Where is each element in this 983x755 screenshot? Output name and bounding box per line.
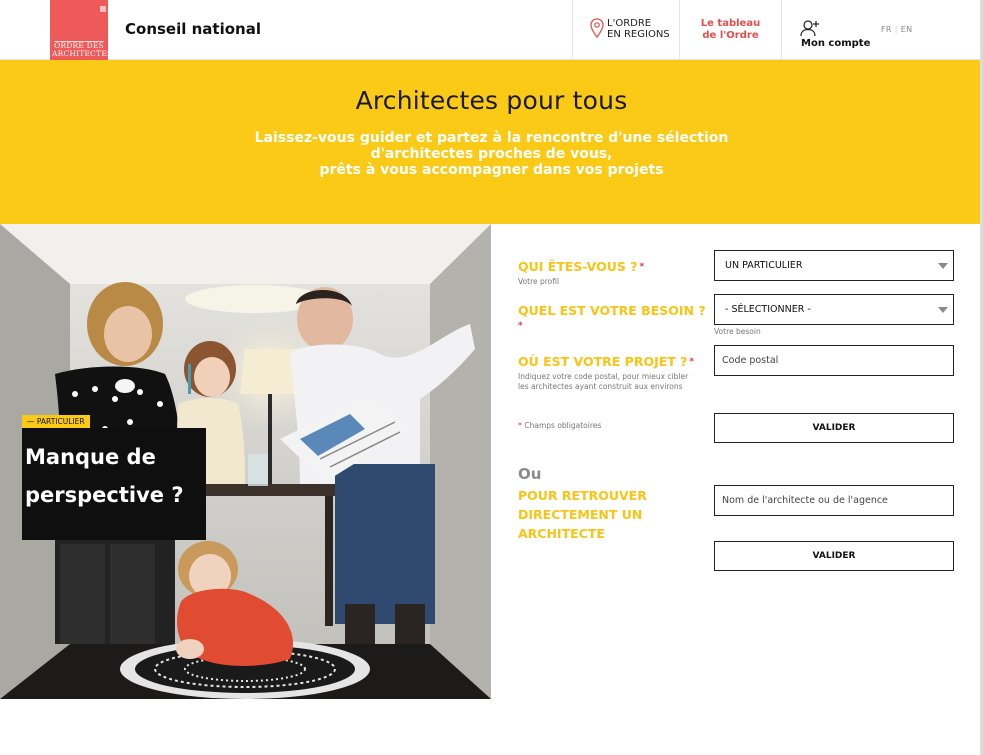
required-mark: * — [689, 357, 695, 367]
required-note — [518, 421, 601, 431]
lang-separator: | — [894, 25, 898, 34]
who-help: Votre profil — [518, 277, 560, 286]
required-mark: * — [518, 321, 523, 331]
category-tag: — PARTICULIER — [22, 415, 90, 428]
logo-text: ORDRE DES ARCHITECTES — [52, 41, 113, 58]
need-required — [518, 318, 523, 334]
architect-name-input[interactable] — [715, 486, 953, 515]
site-title[interactable]: Conseil national — [125, 20, 261, 38]
site-header — [0, 0, 983, 60]
required-mark: * — [518, 421, 522, 430]
family-photo — [0, 224, 491, 699]
language-switcher — [881, 25, 912, 34]
banner-subtitle — [0, 130, 983, 178]
lang-en-link[interactable]: EN — [900, 25, 913, 34]
nav-mon-compte[interactable] — [781, 0, 881, 60]
architect-name-field[interactable] — [714, 485, 954, 516]
map-pin-icon — [590, 18, 604, 38]
nav-regions-line1: L'ORDRE — [607, 18, 652, 29]
chevron-down-icon — [938, 263, 948, 269]
lang-fr-link[interactable]: FR — [881, 25, 892, 34]
need-select-value: - SÉLECTIONNER - — [725, 304, 811, 315]
need-label — [518, 303, 706, 319]
banner-subtitle-line3: prêts à vous accompagner dans vos projets — [319, 162, 664, 178]
who-label — [518, 259, 644, 275]
where-label-text: OÙ EST VOTRE PROJET ? — [518, 354, 688, 369]
chevron-down-icon — [938, 307, 948, 313]
where-label — [518, 354, 694, 370]
who-select[interactable] — [714, 250, 954, 281]
who-label-text: QUI ÊTES-VOUS ? — [518, 259, 638, 274]
banner-subtitle-line2: d'architectes proches de vous, — [370, 146, 613, 162]
nav-ordre-en-regions[interactable] — [572, 0, 679, 60]
nav-tableau-ordre[interactable] — [679, 0, 781, 60]
banner-subtitle-line1: Laissez-vous guider et partez à la rencontre d'une sélection — [254, 130, 729, 146]
hero-caption-line1: Manque de — [25, 445, 156, 469]
ordre-architectes-logo[interactable] — [50, 0, 113, 60]
nav-regions-label — [607, 18, 670, 40]
who-select-value: UN PARTICULIER — [725, 260, 803, 271]
submit-architect-button[interactable]: VALIDER — [714, 541, 954, 571]
postal-code-input[interactable] — [715, 346, 953, 375]
need-help: Votre besoin — [714, 327, 761, 336]
account-label: Mon compte — [801, 38, 871, 49]
find-architect-line1: POUR RETROUVER — [518, 488, 647, 503]
hero-caption-line2: perspective ? — [25, 483, 184, 507]
postal-code-field[interactable] — [714, 345, 954, 376]
hero-caption — [22, 428, 206, 540]
hero-banner — [0, 60, 983, 224]
required-mark: * — [639, 262, 645, 272]
logo-mark — [100, 6, 106, 12]
banner-title: Architectes pour tous — [355, 86, 628, 115]
submit-search-button[interactable]: VALIDER — [714, 413, 954, 443]
required-note-text: Champs obligatoires — [524, 421, 602, 430]
nav-tableau-line1: Le tableau — [700, 18, 761, 29]
nav-regions-line2: EN REGIONS — [607, 29, 670, 40]
need-label-text: QUEL EST VOTRE BESOIN ? — [518, 303, 706, 318]
where-help: Indiquez votre code postal, pour mieux cibler les architectes ayant construit aux environs — [518, 372, 689, 391]
find-architect-line2: DIRECTEMENT UN — [518, 507, 643, 522]
find-architect-label — [518, 486, 698, 543]
user-add-icon — [800, 19, 820, 37]
nav-tableau-label — [680, 18, 781, 42]
find-architect-line3: ARCHITECTE — [518, 526, 605, 541]
nav-tableau-line2: de l'Ordre — [702, 30, 759, 41]
need-select[interactable] — [714, 294, 954, 325]
or-separator: Ou — [518, 465, 542, 483]
